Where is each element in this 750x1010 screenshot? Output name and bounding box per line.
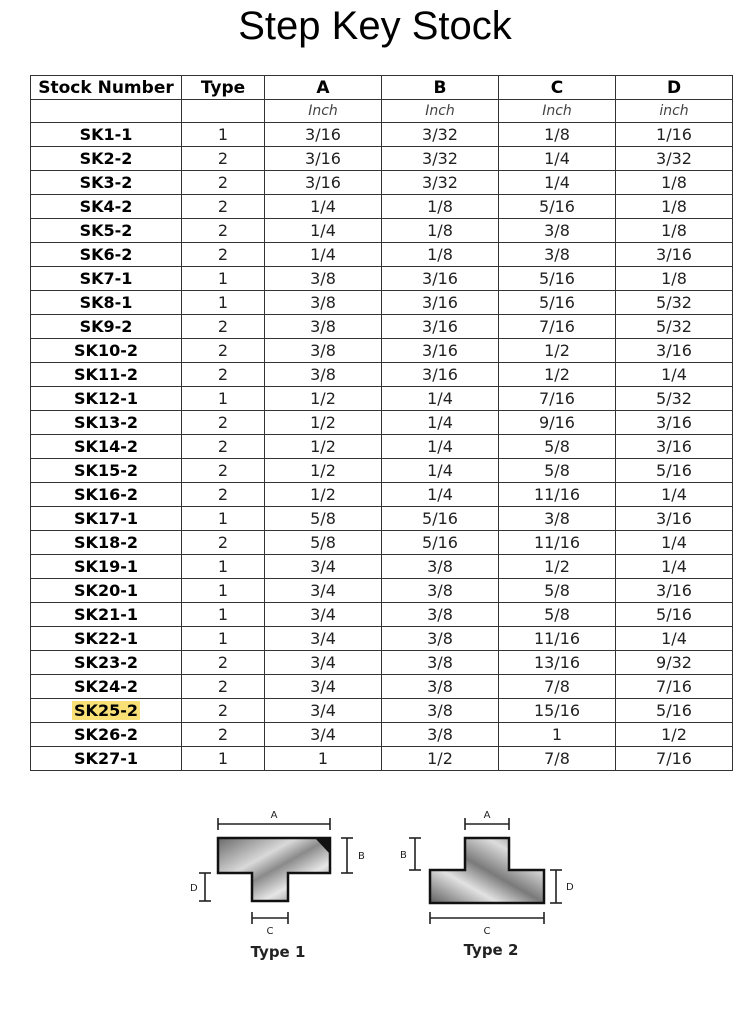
- cell-a: 1/2: [265, 411, 382, 435]
- unit-cell: [182, 100, 265, 123]
- cell-stock-number: SK14-2: [31, 435, 182, 459]
- cell-d: 1/8: [616, 195, 733, 219]
- cell-type: 2: [182, 483, 265, 507]
- table-row: [31, 507, 733, 531]
- cell-stock-number: SK6-2: [31, 243, 182, 267]
- cell-type: 2: [182, 411, 265, 435]
- cell-type: 2: [182, 699, 265, 723]
- highlighted-stock-number: SK25-2: [74, 701, 138, 720]
- step-key-diagrams: [180, 798, 580, 968]
- cell-d: 7/16: [616, 747, 733, 771]
- cell-b: 5/16: [382, 507, 499, 531]
- cell-b: 1/8: [382, 243, 499, 267]
- cell-stock-number: SK7-1: [31, 267, 182, 291]
- cell-c: 1: [499, 723, 616, 747]
- table-row: [31, 579, 733, 603]
- cell-d: 3/16: [616, 507, 733, 531]
- cell-type: 2: [182, 315, 265, 339]
- cell-a: 3/4: [265, 723, 382, 747]
- cell-c: 11/16: [499, 531, 616, 555]
- cell-stock-number: SK27-1: [31, 747, 182, 771]
- cell-d: 1/8: [616, 219, 733, 243]
- cell-c: 13/16: [499, 651, 616, 675]
- cell-stock-number: SK3-2: [31, 171, 182, 195]
- type2-dim-b: [409, 838, 421, 870]
- cell-b: 3/8: [382, 579, 499, 603]
- cell-a: 3/4: [265, 675, 382, 699]
- cell-a: 3/4: [265, 651, 382, 675]
- table-row: [31, 435, 733, 459]
- cell-b: 3/8: [382, 627, 499, 651]
- cell-a: 3/16: [265, 147, 382, 171]
- type1-label-b: B: [358, 851, 365, 862]
- cell-c: 5/16: [499, 267, 616, 291]
- cell-a: 1: [265, 747, 382, 771]
- cell-d: 3/32: [616, 147, 733, 171]
- cell-d: 1/8: [616, 267, 733, 291]
- table-row: [31, 747, 733, 771]
- table-row: [31, 723, 733, 747]
- cell-stock-number: SK22-1: [31, 627, 182, 651]
- cell-a: 3/4: [265, 555, 382, 579]
- cell-stock-number: SK11-2: [31, 363, 182, 387]
- cell-b: 1/2: [382, 747, 499, 771]
- cell-stock-number: SK23-2: [31, 651, 182, 675]
- cell-stock-number: SK21-1: [31, 603, 182, 627]
- cell-d: 1/8: [616, 171, 733, 195]
- cell-d: 1/4: [616, 627, 733, 651]
- cell-stock-number: SK19-1: [31, 555, 182, 579]
- column-header-type: Type: [182, 76, 265, 100]
- cell-stock-number: SK20-1: [31, 579, 182, 603]
- cell-stock-number: SK2-2: [31, 147, 182, 171]
- step-key-stock-table: [30, 75, 733, 771]
- table-header-row: [31, 76, 733, 100]
- cell-d: 1/4: [616, 555, 733, 579]
- cell-type: 1: [182, 267, 265, 291]
- cell-c: 3/8: [499, 243, 616, 267]
- cell-stock-number: SK10-2: [31, 339, 182, 363]
- cell-stock-number: SK26-2: [31, 723, 182, 747]
- cell-b: 3/32: [382, 147, 499, 171]
- cell-type: 1: [182, 387, 265, 411]
- cell-d: 5/16: [616, 459, 733, 483]
- unit-cell: [31, 100, 182, 123]
- cell-d: 1/2: [616, 723, 733, 747]
- cell-a: 3/8: [265, 339, 382, 363]
- cell-b: 3/8: [382, 699, 499, 723]
- cell-stock-number: SK5-2: [31, 219, 182, 243]
- type1-label-a: A: [270, 810, 278, 821]
- cell-c: 11/16: [499, 627, 616, 651]
- table-row: [31, 315, 733, 339]
- cell-stock-number: SK18-2: [31, 531, 182, 555]
- cell-type: 1: [182, 603, 265, 627]
- cell-b: 3/16: [382, 315, 499, 339]
- cell-type: 2: [182, 675, 265, 699]
- cell-type: 2: [182, 195, 265, 219]
- cell-c: 11/16: [499, 483, 616, 507]
- table-row: [31, 531, 733, 555]
- type1-key-shape: [218, 838, 330, 901]
- cell-a: 1/2: [265, 435, 382, 459]
- column-header-stock-number: Stock Number: [31, 76, 182, 100]
- cell-c: 1/2: [499, 363, 616, 387]
- cell-d: 3/16: [616, 243, 733, 267]
- table-row: [31, 267, 733, 291]
- column-header-d: D: [616, 76, 733, 100]
- table-row: [31, 627, 733, 651]
- cell-stock-number: SK15-2: [31, 459, 182, 483]
- table-row: [31, 291, 733, 315]
- cell-d: 1/4: [616, 531, 733, 555]
- cell-a: 3/4: [265, 603, 382, 627]
- table-row: [31, 219, 733, 243]
- cell-d: 3/16: [616, 579, 733, 603]
- cell-type: 1: [182, 579, 265, 603]
- cell-d: 1/4: [616, 363, 733, 387]
- cell-c: 7/16: [499, 387, 616, 411]
- cell-c: 1/8: [499, 123, 616, 147]
- cell-c: 5/16: [499, 195, 616, 219]
- table-row: [31, 387, 733, 411]
- cell-c: 1/4: [499, 171, 616, 195]
- cell-type: 2: [182, 459, 265, 483]
- cell-type: 2: [182, 147, 265, 171]
- cell-a: 1/2: [265, 483, 382, 507]
- cell-c: 9/16: [499, 411, 616, 435]
- table-row: [31, 651, 733, 675]
- cell-type: 1: [182, 747, 265, 771]
- cell-c: 5/8: [499, 603, 616, 627]
- table-row: [31, 483, 733, 507]
- table-row: [31, 171, 733, 195]
- cell-d: 5/32: [616, 315, 733, 339]
- cell-stock-number: SK8-1: [31, 291, 182, 315]
- type1-caption: Type 1: [250, 943, 306, 961]
- unit-cell: Inch: [265, 100, 382, 123]
- cell-a: 3/8: [265, 267, 382, 291]
- cell-b: 5/16: [382, 531, 499, 555]
- cell-c: 3/8: [499, 219, 616, 243]
- cell-a: 1/4: [265, 219, 382, 243]
- cell-a: 3/4: [265, 579, 382, 603]
- cell-d: 3/16: [616, 435, 733, 459]
- unit-cell: inch: [616, 100, 733, 123]
- cell-b: 3/8: [382, 651, 499, 675]
- cell-b: 1/4: [382, 387, 499, 411]
- cell-b: 3/8: [382, 603, 499, 627]
- table-row: [31, 699, 733, 723]
- cell-c: 5/8: [499, 579, 616, 603]
- type1-dim-c: [252, 912, 288, 924]
- cell-type: 1: [182, 555, 265, 579]
- type2-dim-d: [550, 870, 562, 903]
- unit-cell: Inch: [382, 100, 499, 123]
- cell-a: 3/8: [265, 291, 382, 315]
- type1-dim-b: [341, 838, 353, 873]
- type2-label-b: B: [400, 850, 407, 861]
- column-header-b: B: [382, 76, 499, 100]
- cell-b: 3/16: [382, 291, 499, 315]
- cell-b: 3/16: [382, 267, 499, 291]
- cell-c: 1/2: [499, 555, 616, 579]
- cell-type: 2: [182, 171, 265, 195]
- cell-a: 3/8: [265, 315, 382, 339]
- cell-type: 1: [182, 627, 265, 651]
- cell-d: 7/16: [616, 675, 733, 699]
- cell-stock-number: SK13-2: [31, 411, 182, 435]
- cell-stock-number: SK4-2: [31, 195, 182, 219]
- table-row: [31, 195, 733, 219]
- cell-b: 3/8: [382, 723, 499, 747]
- page-title: Step Key Stock: [238, 4, 512, 48]
- cell-d: 3/16: [616, 339, 733, 363]
- table-row: [31, 675, 733, 699]
- cell-type: 2: [182, 363, 265, 387]
- type1-label-c: C: [266, 926, 274, 937]
- cell-b: 1/4: [382, 483, 499, 507]
- cell-stock-number: SK17-1: [31, 507, 182, 531]
- type2-label-a: A: [483, 810, 491, 821]
- cell-b: 3/16: [382, 339, 499, 363]
- cell-a: 3/4: [265, 627, 382, 651]
- type1-dim-d: [199, 873, 211, 901]
- cell-a: 3/8: [265, 363, 382, 387]
- cell-d: 9/32: [616, 651, 733, 675]
- cell-a: 1/4: [265, 243, 382, 267]
- type2-caption: Type 2: [463, 941, 519, 959]
- cell-c: 7/8: [499, 747, 616, 771]
- type2-diagram: [400, 810, 574, 959]
- cell-d: 5/16: [616, 603, 733, 627]
- cell-c: 15/16: [499, 699, 616, 723]
- cell-c: 7/8: [499, 675, 616, 699]
- type2-label-d: D: [566, 882, 574, 893]
- cell-b: 3/8: [382, 555, 499, 579]
- cell-a: 3/16: [265, 123, 382, 147]
- cell-c: 5/8: [499, 435, 616, 459]
- cell-b: 3/32: [382, 171, 499, 195]
- cell-a: 5/8: [265, 531, 382, 555]
- cell-stock-number: SK9-2: [31, 315, 182, 339]
- cell-b: 3/32: [382, 123, 499, 147]
- cell-b: 1/4: [382, 459, 499, 483]
- cell-stock-number: SK16-2: [31, 483, 182, 507]
- column-header-c: C: [499, 76, 616, 100]
- cell-b: 1/8: [382, 195, 499, 219]
- cell-type: 1: [182, 123, 265, 147]
- cell-c: 1/4: [499, 147, 616, 171]
- table-row: [31, 123, 733, 147]
- cell-stock-number: SK12-1: [31, 387, 182, 411]
- cell-c: 3/8: [499, 507, 616, 531]
- table-row: [31, 243, 733, 267]
- cell-a: 1/4: [265, 195, 382, 219]
- cell-b: 3/16: [382, 363, 499, 387]
- cell-c: 5/8: [499, 459, 616, 483]
- cell-d: 3/16: [616, 411, 733, 435]
- cell-a: 1/2: [265, 459, 382, 483]
- cell-a: 1/2: [265, 387, 382, 411]
- unit-cell: Inch: [499, 100, 616, 123]
- cell-type: 1: [182, 291, 265, 315]
- cell-d: 1/16: [616, 123, 733, 147]
- cell-stock-number: SK1-1: [31, 123, 182, 147]
- cell-b: 1/4: [382, 411, 499, 435]
- cell-d: 5/32: [616, 387, 733, 411]
- cell-c: 1/2: [499, 339, 616, 363]
- cell-b: 3/8: [382, 675, 499, 699]
- table-row: [31, 411, 733, 435]
- cell-d: 5/16: [616, 699, 733, 723]
- cell-d: 1/4: [616, 483, 733, 507]
- cell-stock-number: SK24-2: [31, 675, 182, 699]
- type2-key-shape: [430, 838, 544, 903]
- table-row: [31, 555, 733, 579]
- cell-type: 2: [182, 339, 265, 363]
- cell-stock-number: [31, 699, 182, 723]
- cell-b: 1/4: [382, 435, 499, 459]
- cell-type: 2: [182, 723, 265, 747]
- type2-label-c: C: [483, 926, 491, 937]
- cell-b: 1/8: [382, 219, 499, 243]
- cell-type: 2: [182, 531, 265, 555]
- table-row: [31, 363, 733, 387]
- table-row: [31, 339, 733, 363]
- table-units-row: [31, 100, 733, 123]
- type1-label-d: D: [190, 883, 198, 894]
- type1-diagram: [190, 810, 365, 961]
- cell-a: 3/16: [265, 171, 382, 195]
- table-row: [31, 147, 733, 171]
- cell-type: 2: [182, 651, 265, 675]
- cell-a: 3/4: [265, 699, 382, 723]
- cell-a: 5/8: [265, 507, 382, 531]
- cell-d: 5/32: [616, 291, 733, 315]
- cell-c: 7/16: [499, 315, 616, 339]
- type2-dim-c: [430, 912, 544, 924]
- table-row: [31, 459, 733, 483]
- cell-type: 2: [182, 435, 265, 459]
- table-body: [31, 123, 733, 771]
- cell-type: 2: [182, 219, 265, 243]
- cell-type: 2: [182, 243, 265, 267]
- table-row: [31, 603, 733, 627]
- cell-type: 1: [182, 507, 265, 531]
- column-header-a: A: [265, 76, 382, 100]
- cell-c: 5/16: [499, 291, 616, 315]
